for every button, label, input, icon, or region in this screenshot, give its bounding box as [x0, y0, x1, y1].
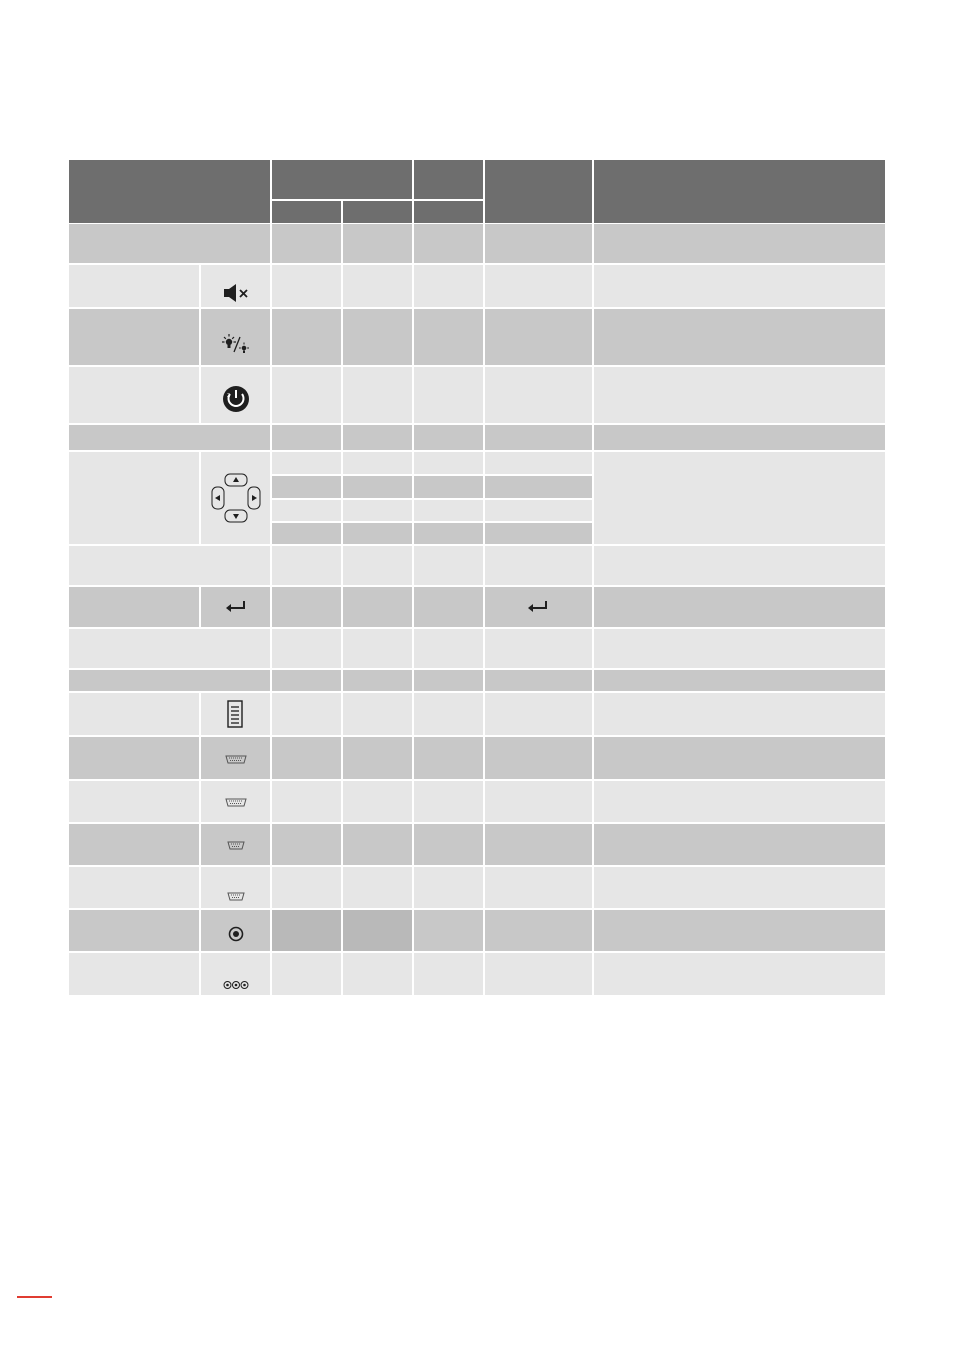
table-cell [594, 587, 885, 627]
section-cell [272, 670, 341, 691]
table-cell [201, 737, 270, 779]
table-cell [594, 452, 885, 544]
table-cell [272, 224, 341, 263]
table-cell [414, 867, 483, 908]
four-way-arrow-pad-icon [211, 472, 261, 524]
table-cell [594, 867, 885, 908]
table-cell [485, 953, 592, 995]
table-cell [272, 629, 341, 668]
enter-icon [527, 600, 549, 614]
table-cell [343, 476, 412, 498]
section-cell [69, 670, 270, 691]
table-cell [69, 546, 270, 585]
header-cell [69, 160, 270, 223]
table-cell [414, 546, 483, 585]
table-cell [272, 824, 341, 865]
enter-icon [225, 600, 247, 614]
table-cell [414, 781, 483, 822]
section-cell [414, 670, 483, 691]
table-cell [485, 546, 592, 585]
table-cell [414, 693, 483, 735]
table-cell [485, 910, 592, 951]
table-cell [594, 265, 885, 307]
key-function-table [69, 160, 885, 995]
table-cell [272, 309, 341, 365]
table-cell [594, 910, 885, 951]
table-cell [69, 309, 199, 365]
table-cell [485, 781, 592, 822]
table-cell [69, 824, 199, 865]
table-cell [69, 265, 199, 307]
table-cell [343, 737, 412, 779]
table-cell [272, 693, 341, 735]
table-cell [485, 737, 592, 779]
table-cell [272, 910, 341, 951]
table-cell [272, 953, 341, 995]
table-cell [343, 367, 412, 423]
table-cell [343, 867, 412, 908]
table-cell [594, 781, 885, 822]
table-cell [272, 546, 341, 585]
table-cell [485, 224, 592, 263]
table-cell [272, 737, 341, 779]
table-cell [414, 309, 483, 365]
table-cell [485, 500, 592, 521]
table-cell [272, 452, 341, 474]
table-cell [485, 629, 592, 668]
vga-port-icon [225, 755, 247, 764]
table-cell [343, 523, 412, 544]
table-cell [414, 224, 483, 263]
table-cell [69, 867, 199, 908]
table-cell [414, 953, 483, 995]
header-cell [414, 160, 483, 199]
source-list-icon [227, 700, 243, 728]
table-cell [414, 500, 483, 521]
section-cell [594, 670, 885, 691]
header-subcell [414, 201, 483, 223]
table-cell [343, 224, 412, 263]
table-cell [343, 781, 412, 822]
table-cell [343, 265, 412, 307]
header-cell [594, 160, 885, 223]
table-cell [201, 867, 270, 908]
section-cell [69, 425, 270, 450]
table-cell [201, 781, 270, 822]
table-cell [485, 309, 592, 365]
table-cell [594, 546, 885, 585]
table-cell [414, 824, 483, 865]
header-subcell [343, 201, 412, 223]
vga-port-icon [225, 798, 247, 807]
table-cell [69, 587, 199, 627]
table-cell [343, 824, 412, 865]
table-cell [485, 824, 592, 865]
table-cell [272, 265, 341, 307]
table-cell [594, 367, 885, 423]
section-cell [343, 425, 412, 450]
table-cell [69, 737, 199, 779]
table-cell [594, 224, 885, 263]
table-cell [343, 693, 412, 735]
table-cell [272, 500, 341, 521]
table-cell [272, 587, 341, 627]
section-cell [485, 670, 592, 691]
brightness-icon [221, 333, 251, 357]
table-cell [201, 693, 270, 735]
header-cell [485, 160, 592, 223]
table-cell [69, 367, 199, 423]
table-cell [414, 629, 483, 668]
mute-icon [223, 283, 251, 303]
section-cell [414, 425, 483, 450]
table-cell [594, 824, 885, 865]
table-cell [69, 224, 270, 263]
table-cell [594, 693, 885, 735]
table-cell [201, 452, 270, 544]
table-cell [485, 693, 592, 735]
serial-port-icon [227, 892, 245, 901]
table-cell [485, 867, 592, 908]
table-cell [414, 367, 483, 423]
section-cell [594, 425, 885, 450]
table-cell [343, 587, 412, 627]
table-cell [485, 523, 592, 544]
table-cell [272, 523, 341, 544]
section-cell [485, 425, 592, 450]
table-cell [69, 953, 199, 995]
table-cell [485, 452, 592, 474]
table-cell [594, 629, 885, 668]
section-cell [343, 670, 412, 691]
table-cell [343, 910, 412, 951]
table-cell [594, 309, 885, 365]
table-cell [414, 737, 483, 779]
table-cell [343, 452, 412, 474]
table-cell [414, 910, 483, 951]
audio-jack-icon [228, 926, 244, 942]
table-cell [414, 265, 483, 307]
table-cell [485, 367, 592, 423]
table-cell [343, 309, 412, 365]
table-cell [485, 476, 592, 498]
table-cell [69, 629, 270, 668]
header-subcell [272, 201, 341, 223]
table-cell [201, 910, 270, 951]
table-cell [201, 265, 270, 307]
table-cell [414, 587, 483, 627]
table-cell [272, 476, 341, 498]
table-cell [201, 587, 270, 627]
table-cell [343, 953, 412, 995]
table-cell [414, 476, 483, 498]
rca-connector-icon [223, 980, 249, 990]
table-cell [69, 452, 199, 544]
table-cell [69, 693, 199, 735]
table-cell [414, 523, 483, 544]
table-cell [69, 910, 199, 951]
serial-port-icon [227, 841, 245, 850]
table-cell [272, 367, 341, 423]
table-cell [485, 265, 592, 307]
table-cell [201, 309, 270, 365]
section-cell [272, 425, 341, 450]
table-cell [201, 824, 270, 865]
table-cell [343, 500, 412, 521]
footer-accent-line [17, 1296, 52, 1298]
table-cell [485, 587, 592, 627]
table-cell [272, 781, 341, 822]
table-cell [272, 867, 341, 908]
table-cell [594, 737, 885, 779]
header-cell [272, 160, 412, 199]
table-cell [343, 629, 412, 668]
svg-text:z: z [227, 392, 231, 399]
table-cell [201, 367, 270, 423]
table-cell [594, 953, 885, 995]
table-cell [343, 546, 412, 585]
power-icon [221, 384, 251, 414]
table-cell [201, 953, 270, 995]
table-cell [69, 781, 199, 822]
table-cell [414, 452, 483, 474]
